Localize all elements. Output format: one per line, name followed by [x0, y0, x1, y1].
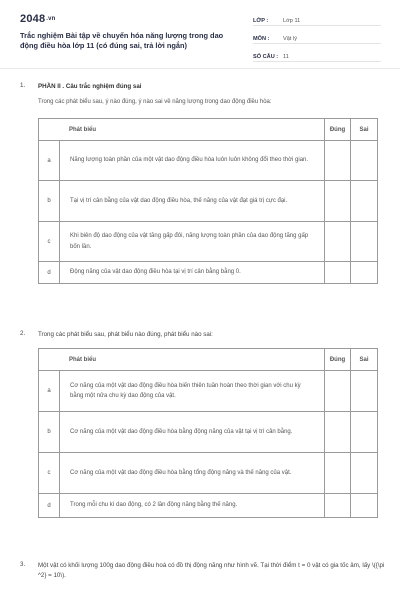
- question-2-table: [38, 348, 378, 518]
- answer-true-cell[interactable]: [325, 371, 351, 412]
- row-label: b: [39, 412, 60, 453]
- row-statement: Cơ năng của một vật dao động điều hòa biến thiên tuần hoàn theo thời gian với chu kỳ bằng một nửa chu kỳ dao động của vật.: [60, 371, 325, 412]
- table-row: [39, 141, 378, 181]
- row-statement: Cơ năng của một vật dao động điều hòa bằng tổng động năng và thế năng của vật.: [60, 453, 325, 494]
- answer-true-cell[interactable]: [325, 453, 351, 494]
- answer-false-cell[interactable]: [351, 262, 378, 284]
- question-text: Một vật có khối lượng 100g dao động điều hoà có đồ thị động năng như hình vẽ. Tại thời điểm t = 0 vật có gia tốc âm, lấy \({\pi ^2} = 10\).: [38, 562, 385, 579]
- logo-text: 2048: [20, 13, 46, 25]
- row-statement: Tại vị trí cân bằng của vật dao động điều hòa, thế năng của vật đạt giá trị cực đại.: [60, 181, 325, 222]
- quiz-meta: [253, 13, 381, 67]
- question-number: 3.: [20, 561, 26, 568]
- row-statement: Năng lượng toàn phần của một vật dao động điều hòa luôn luôn không đổi theo thời gian.: [60, 141, 325, 181]
- page-header: [0, 0, 400, 62]
- table-row: [39, 371, 378, 412]
- table-header-row: [39, 349, 378, 371]
- table-row: [39, 222, 378, 262]
- meta-key: LỚP :: [253, 18, 269, 24]
- row-statement: Trong mỗi chu kì dao động, có 2 lần động năng bằng thế năng.: [60, 494, 325, 518]
- row-label: b: [39, 181, 60, 222]
- row-label: c: [39, 453, 60, 494]
- logo-suffix: .vn: [46, 16, 56, 23]
- header-false: Sai: [351, 349, 378, 371]
- header-statement: Phát biểu: [39, 349, 325, 371]
- answer-false-cell[interactable]: [351, 141, 378, 181]
- answer-false-cell[interactable]: [351, 181, 378, 222]
- table-row: [39, 181, 378, 222]
- question-1-table: [38, 118, 378, 284]
- header-statement: Phát biểu: [39, 119, 325, 141]
- table-row: [39, 262, 378, 284]
- meta-key: SỐ CÂU :: [253, 54, 279, 60]
- row-statement: Động năng của vật dao động điều hòa tại vị trí cân bằng bằng 0.: [60, 262, 325, 284]
- table-header-row: [39, 119, 378, 141]
- answer-true-cell[interactable]: [325, 262, 351, 284]
- table-row: [39, 412, 378, 453]
- question-text: PHẦN II . Câu trắc nghiệm đúng sai: [38, 83, 142, 90]
- answer-false-cell[interactable]: [351, 222, 378, 262]
- meta-key: MÔN :: [253, 36, 270, 42]
- quiz-title: Trắc nghiệm Bài tập về chuyển hóa năng lượng trong dao động điều hòa lớp 11 (có đúng sai, trả lời ngắn): [20, 31, 224, 50]
- meta-value: 11: [283, 54, 289, 60]
- question-1-subtitle: Trong các phát biểu sau, ý nào đúng, ý nào sai về năng lượng trong dao động điều hòa:: [38, 99, 272, 105]
- row-label: d: [39, 494, 60, 518]
- question-number: 1.: [20, 82, 26, 89]
- meta-row-subject: [253, 31, 381, 44]
- header-false: Sai: [351, 119, 378, 141]
- row-label: a: [39, 141, 60, 181]
- header-true: Đúng: [325, 119, 351, 141]
- meta-row-count: [253, 49, 381, 62]
- header-true: Đúng: [325, 349, 351, 371]
- answer-true-cell[interactable]: [325, 222, 351, 262]
- question-number: 2.: [20, 330, 26, 337]
- meta-row-class: [253, 13, 381, 26]
- answer-true-cell[interactable]: [325, 494, 351, 518]
- row-label: c: [39, 222, 60, 262]
- table-row: [39, 453, 378, 494]
- row-label: a: [39, 371, 60, 412]
- answer-false-cell[interactable]: [351, 453, 378, 494]
- header-divider: [0, 68, 400, 69]
- table-row: [39, 494, 378, 518]
- meta-value: Vật lý: [283, 36, 297, 42]
- row-statement: Cơ năng của một vật dao động điều hòa bằng động năng của vật tại vị trí cân bằng.: [60, 412, 325, 453]
- answer-false-cell[interactable]: [351, 494, 378, 518]
- site-logo[interactable]: [20, 13, 56, 25]
- row-statement: Khi biên độ dao động của vật tăng gấp đôi, năng lượng toàn phần của dao động tăng gấp bốn lần.: [60, 222, 325, 262]
- answer-false-cell[interactable]: [351, 412, 378, 453]
- meta-value: Lớp 11: [283, 18, 301, 24]
- row-label: d: [39, 262, 60, 284]
- answer-true-cell[interactable]: [325, 181, 351, 222]
- question-text: Trong các phát biểu sau, phát biểu nào đúng, phát biểu nào sai:: [38, 331, 213, 338]
- answer-true-cell[interactable]: [325, 141, 351, 181]
- answer-false-cell[interactable]: [351, 371, 378, 412]
- answer-true-cell[interactable]: [325, 412, 351, 453]
